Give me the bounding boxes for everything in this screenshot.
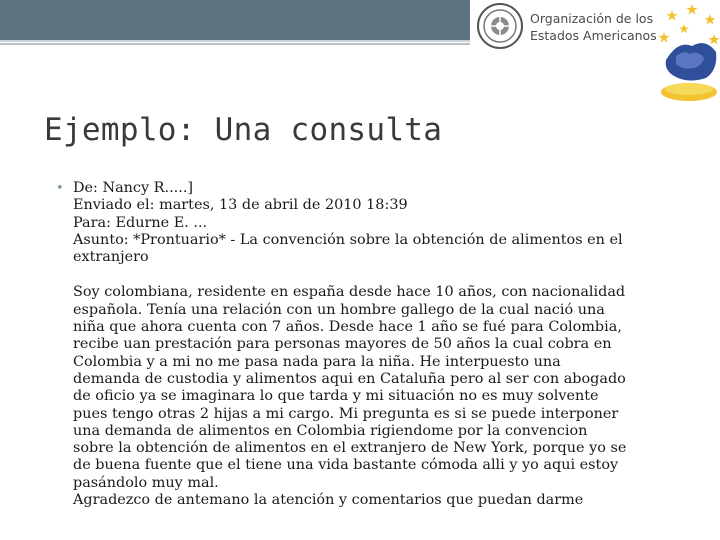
header-line-from: De: Nancy R.....] xyxy=(73,180,194,196)
body-line: pues tengo otras 2 hijas a mi cargo. Mi pregunta es si se puede interponer xyxy=(73,405,619,422)
body-line-closing: Agradezco de antemano la atención y comentarios que puedan darme xyxy=(73,492,584,509)
body-line: demanda de custodia y alimentos aqui en Cataluña pero al ser con abogado xyxy=(73,370,626,387)
header-line-sent: Enviado el: martes, 13 de abril de 2010 18:39 xyxy=(73,197,408,214)
body-line: pasándolo muy mal. xyxy=(73,474,219,491)
paragraph-gap xyxy=(73,266,686,284)
header-bar xyxy=(0,0,470,42)
body-line: recibe uan prestación para personas mayores de 50 años la cual cobra en xyxy=(73,336,612,353)
europe-map-stars-icon xyxy=(658,0,720,105)
oas-logo xyxy=(472,0,720,105)
body-line: de buena fuente que el tiene una vida bastante cómoda alli y yo aqui estoy xyxy=(73,457,619,474)
body-line: Soy colombiana, residente en españa desde hace 10 años, con nacionalidad xyxy=(73,284,626,301)
org-name-line2: Estados Americanos xyxy=(530,28,657,43)
oas-seal-icon xyxy=(476,2,524,50)
header-line-subject-cont: extranjero xyxy=(73,249,149,266)
org-name xyxy=(530,10,670,44)
body-line: una demanda de alimentos en Colombia rigiendome por la convencion xyxy=(73,422,588,439)
email-text xyxy=(73,180,686,509)
slide-content xyxy=(56,180,686,509)
slide-title: Ejemplo: Una consulta xyxy=(44,112,443,148)
header-line-to: Para: Edurne E. ... xyxy=(73,214,208,231)
bullet-marker: • xyxy=(56,181,64,196)
org-name-line1: Organización de los xyxy=(530,11,654,26)
body-line: de oficio ya se imaginara lo que tarda y mi situación no es muy solvente xyxy=(73,388,599,405)
header-line-subject: Asunto: *Prontuario* - La convención sobre la obtención de alimentos en el xyxy=(73,231,623,248)
body-line: niña que ahora cuenta con 7 años. Desde hace 1 año se fué para Colombia, xyxy=(73,319,622,336)
header-divider xyxy=(0,43,470,45)
body-line: Colombia y a mi no me pasa nada para la niña. He interpuesto una xyxy=(73,353,561,370)
body-line: sobre la obtención de alimentos en el extranjero de New York, porque yo se xyxy=(73,440,627,457)
body-line: española. Tenía una relación con un hombre gallego de la cual nació una xyxy=(73,301,605,318)
